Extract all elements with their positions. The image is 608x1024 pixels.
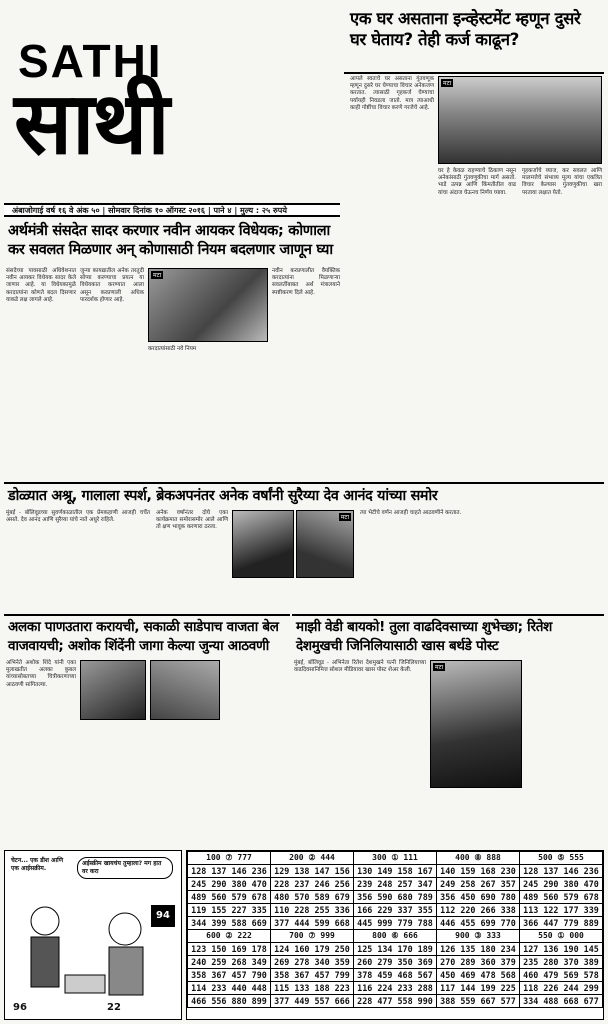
grid-cell: 450 469 478 568 xyxy=(437,969,520,982)
grid-cell: 127 136 190 145 xyxy=(520,943,603,956)
top-story-headline: एक घर असताना इन्व्हेस्टमेंट म्हणून दुसरे घर घेताय? तेही कर्ज काढून? xyxy=(350,9,581,49)
photo-tag: मटा xyxy=(153,272,162,279)
grid-cell: 118 226 244 299 xyxy=(520,982,603,995)
grid-cell: 366 447 779 889 xyxy=(520,917,603,930)
info-bar-text: अंबाजोगाई वर्ष १६ वे अंक ५० | सोमवार दिनांक १० ऑगस्ट २०१६ | पाने ४ | मुल्य : २५ रुपये xyxy=(12,206,287,215)
cartoon-num-left: 96 xyxy=(13,1002,27,1013)
logo-latin: SATHI xyxy=(18,35,163,87)
grid-cell: 123 150 169 178 xyxy=(188,943,271,956)
cartoon-figure-body-2 xyxy=(109,947,143,995)
dev-anand-col-3: त्या भेटीचे वर्णन आजही चाहते आठवणीने करतात. xyxy=(360,510,462,516)
grid-cell: 126 135 180 234 xyxy=(437,943,520,956)
grid-row xyxy=(188,917,603,930)
top-story-col-2: घर हे केवळ राहण्याचे ठिकाण नसून अनेकांसाठी गुंतवणुकीचा मार्ग असतो. भाडे उत्पन्न आणि किंमतीतील वाढ यांचा अंदाज घेऊनच निर्णय घ्यावा. xyxy=(438,168,516,196)
grid-cell: 117 144 199 225 xyxy=(437,982,520,995)
grid-cell: 489 560 579 678 xyxy=(520,891,603,904)
riteish-headline: माझी वेडी बायको! तुला वाढदिवसाच्या शुभेच्छा; रितेश देशमुखची जिनिलियासाठी खास बर्थडे पोस्ट xyxy=(296,619,553,654)
number-grid xyxy=(186,850,604,1020)
grid-cell: 240 259 268 349 xyxy=(188,956,271,969)
cartoon-caption-right: अईस्क्रीम खायचंय तुम्हाला? मग हात वर करा xyxy=(77,857,173,879)
grid-cell: 249 258 267 357 xyxy=(437,878,520,891)
info-bar xyxy=(4,203,340,217)
photo-tag: मटा xyxy=(435,664,444,671)
grid-cell: 358 367 457 799 xyxy=(271,969,354,982)
grid-cell: 129 138 147 156 xyxy=(271,865,354,878)
divider xyxy=(344,72,604,74)
grid-cell: 245 290 380 470 xyxy=(520,878,603,891)
grid-cell: 377 449 557 666 xyxy=(271,995,354,1008)
alka-headline: अलका पाणउतारा करायची, सकाळी साडेपाच वाजता बेल वाजवायची; अशोक शिंदेंनी जागा केल्या जुन्या आठवणी xyxy=(8,619,279,654)
top-story-col-3: गृहकर्जाचे व्याज, कर सवलत आणि मालमत्तेचे संभाव्य मूल्य यांचा एकत्रित विचार केल्यास गुंतवणुकीचा खरा परतावा लक्षात येतो. xyxy=(522,168,602,196)
cartoon-figure-head-2 xyxy=(109,913,141,945)
grid-cell: 140 159 168 230 xyxy=(437,865,520,878)
budget-col-4: करदात्यांसाठी नवे नियम xyxy=(148,346,197,352)
top-story-photo xyxy=(438,76,602,164)
alka-photo-2 xyxy=(150,660,220,720)
cartoon-table xyxy=(65,975,105,993)
dev-anand-col-1: मुंबई - बॉलिवूडच्या सुवर्णकाळातील एक प्रेमकहाणी आजही चर्चेत असते. देव आनंद आणि सुरैय्या यांचे नाते अधुरे राहिले. xyxy=(6,510,150,524)
budget-col-3: नवीन करप्रणालीत वैयक्तिक करदात्यांना मिळणाऱ्या सवलतींबाबत अर्थ मंत्रालयाने स्पष्टीकरण दिले आहे. xyxy=(272,268,340,296)
grid-cell: 460 479 569 578 xyxy=(520,969,603,982)
grid-header-cell: 200 ② 444 xyxy=(271,852,354,865)
budget-photo xyxy=(148,268,268,342)
grid-cell: 115 133 188 223 xyxy=(271,982,354,995)
grid-cell: 356 450 690 780 xyxy=(437,891,520,904)
grid-header-cell: 900 ③ 333 xyxy=(437,930,520,943)
photo-tag: मटा xyxy=(443,80,452,87)
grid-cell: 125 134 170 189 xyxy=(354,943,437,956)
grid-cell: 445 999 779 788 xyxy=(354,917,437,930)
grid-cell: 269 278 340 359 xyxy=(271,956,354,969)
grid-row xyxy=(188,878,603,891)
grid-cell: 228 477 558 990 xyxy=(354,995,437,1008)
dev-anand-photo-2 xyxy=(296,510,354,578)
grid-cell: 489 560 579 678 xyxy=(188,891,271,904)
grid-header-cell: 300 ① 111 xyxy=(354,852,437,865)
budget-story xyxy=(4,220,342,480)
cartoon-badge: 94 xyxy=(151,905,175,927)
cartoon-caption-left: चेटन... एक डीश आणि एक आईसक्रीम. xyxy=(11,857,64,872)
grid-header-cell: 800 ⑥ 666 xyxy=(354,930,437,943)
grid-row xyxy=(188,904,603,917)
masthead xyxy=(4,6,332,202)
grid-cell: 116 224 233 288 xyxy=(354,982,437,995)
alka-photo-1 xyxy=(80,660,146,720)
dev-anand-col-2: अनेक वर्षांनंतर दोघे एका कार्यक्रमात समोरासमोर आले आणि तो क्षण भावूक करणारा ठरला. xyxy=(156,510,228,531)
grid-row xyxy=(188,995,603,1008)
dev-anand-story xyxy=(4,482,604,612)
grid-cell: 235 280 370 389 xyxy=(520,956,603,969)
grid-cell: 130 149 158 167 xyxy=(354,865,437,878)
dev-anand-photo-1 xyxy=(232,510,294,578)
grid-cell: 388 559 667 577 xyxy=(437,995,520,1008)
grid-header-row xyxy=(188,930,603,943)
photo-tag: मटा xyxy=(340,514,349,521)
grid-row xyxy=(188,969,603,982)
alka-col-1: अभिनेते अशोक शिंदे यांनी एका मुलाखतीत अलका कुबल यांच्यासोबतच्या चित्रीकरणाच्या आठवणी सांगितल्या. xyxy=(6,660,76,688)
grid-cell: 166 229 337 355 xyxy=(354,904,437,917)
number-table xyxy=(187,851,603,1008)
grid-header-cell: 700 ⑦ 999 xyxy=(271,930,354,943)
grid-cell: 334 488 668 677 xyxy=(520,995,603,1008)
grid-cell: 113 122 177 339 xyxy=(520,904,603,917)
riteish-photo xyxy=(430,660,522,788)
grid-cell: 228 237 246 256 xyxy=(271,878,354,891)
top-story xyxy=(344,4,604,464)
grid-row xyxy=(188,982,603,995)
grid-row xyxy=(188,956,603,969)
grid-cell: 124 160 179 250 xyxy=(271,943,354,956)
grid-cell: 260 279 350 369 xyxy=(354,956,437,969)
grid-cell: 378 459 468 567 xyxy=(354,969,437,982)
cartoon-strip xyxy=(4,850,182,1020)
grid-cell: 128 137 146 236 xyxy=(520,865,603,878)
grid-cell: 356 590 680 789 xyxy=(354,891,437,904)
grid-cell: 114 233 440 448 xyxy=(188,982,271,995)
grid-cell: 466 556 880 899 xyxy=(188,995,271,1008)
grid-row xyxy=(188,891,603,904)
riteish-col-1: मुंबई, बॉलिवूड - अभिनेता रितेश देशमुखने पत्नी जिनिलियाच्या वाढदिवसानिमित्त सोशल मीडियावर खास पोस्ट शेअर केली. xyxy=(294,660,426,674)
budget-col-2: जुन्या कायद्यातील अनेक तरतुदी सोप्या करण्याचा प्रयत्न या विधेयकात करण्यात आला असून करप्रणाली अधिक पारदर्शक होणार आहे. xyxy=(80,268,144,303)
dev-anand-headline: डोळ्यात अश्रू, गालाला स्पर्श, ब्रेकअपनंतर अनेक वर्षांनी सुरैय्या देव आनंद यांच्या समोर xyxy=(8,488,438,504)
grid-cell: 270 289 360 379 xyxy=(437,956,520,969)
grid-header-cell: 500 ⑤ 555 xyxy=(520,852,603,865)
grid-cell: 239 248 257 347 xyxy=(354,878,437,891)
grid-header-cell: 550 ① 000 xyxy=(520,930,603,943)
grid-header-cell: 100 ⑦ 777 xyxy=(188,852,271,865)
alka-story xyxy=(4,614,290,848)
cartoon-figure-body xyxy=(31,937,59,987)
grid-cell: 110 228 255 336 xyxy=(271,904,354,917)
cartoon-drawing xyxy=(5,851,182,1020)
grid-header-cell: 600 ② 222 xyxy=(188,930,271,943)
cartoon-num-right: 22 xyxy=(107,1002,121,1013)
grid-cell: 128 137 146 236 xyxy=(188,865,271,878)
grid-header-cell: 400 ⑧ 888 xyxy=(437,852,520,865)
grid-row xyxy=(188,943,603,956)
grid-cell: 446 455 699 770 xyxy=(437,917,520,930)
logo-devanagari: साथी xyxy=(14,74,168,174)
grid-cell: 119 155 227 335 xyxy=(188,904,271,917)
grid-cell: 344 399 588 669 xyxy=(188,917,271,930)
grid-cell: 112 220 266 338 xyxy=(437,904,520,917)
budget-col-1: संसदेच्या पावसाळी अधिवेशनात नवीन आयकर विधेयक सादर केले जाणार आहे. या विधेयकामुळे करदात्यांना कोणते बदल दिसणार याकडे लक्ष लागले आहे. xyxy=(6,268,76,303)
grid-row xyxy=(188,865,603,878)
grid-cell: 245 290 380 470 xyxy=(188,878,271,891)
grid-cell: 377 444 599 668 xyxy=(271,917,354,930)
top-story-col-1: आपले स्वतःचे घर असताना गुंतवणूक म्हणून दुसरे घर घेण्याचा विचार अनेकजण करतात. त्यासाठी गृहकर्ज घेण्याचा पर्यायही निवडला जातो. मात्र त्याआधी काही गोष्टींचा विचार करणे गरजेचे आहे. xyxy=(350,76,434,111)
grid-cell: 358 367 457 790 xyxy=(188,969,271,982)
cartoon-figure-head xyxy=(31,907,59,935)
budget-headline: अर्थमंत्री संसदेत सादर करणार नवीन आयकर विधेयक; कोणाला कर सवलत मिळणार अन् कोणासाठी नियम बदलणार जाणून घ्या xyxy=(8,223,333,258)
grid-cell: 480 570 589 679 xyxy=(271,891,354,904)
grid-header-row xyxy=(188,852,603,865)
